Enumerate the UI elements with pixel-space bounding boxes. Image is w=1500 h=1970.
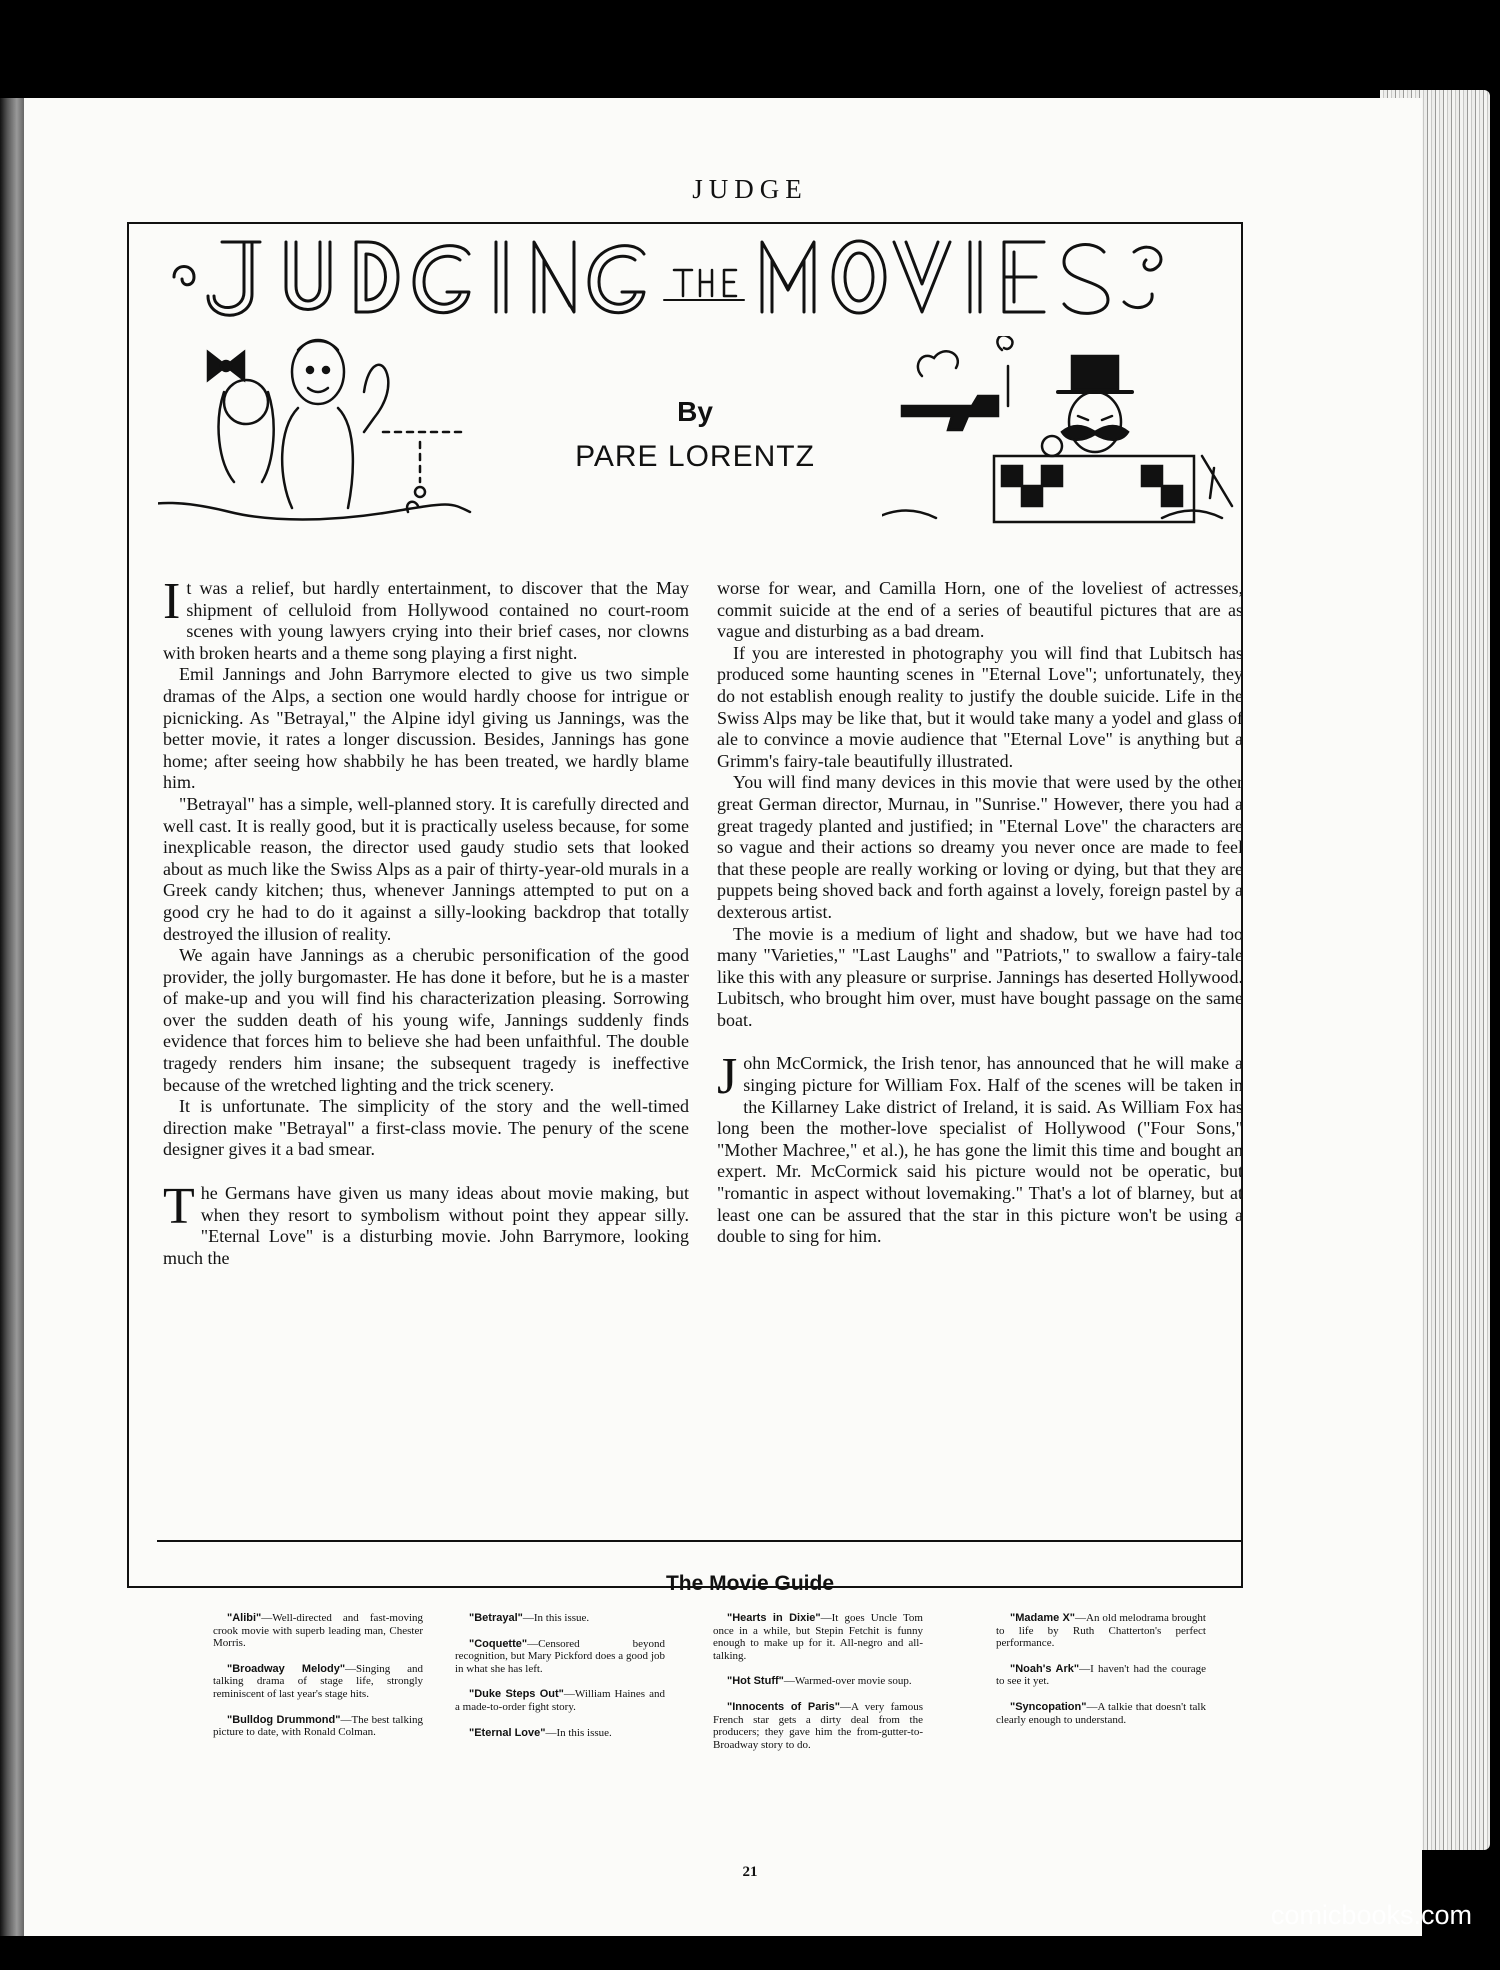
article-column-right (717, 578, 1243, 1248)
movie-guide-title: The Movie Guide (665, 1572, 835, 1595)
guide-entry: "Hearts in Dixie"—It goes Uncle Tom once in a while, but Stepin Fetchit is funny enough to make up for it. All-negro and all-talking. (713, 1612, 923, 1662)
guide-entry: "Noah's Ark"—I haven't had the courage to see it yet. (996, 1662, 1206, 1688)
guide-entry: "Innocents of Paris"—A very famous French star gets a dirty deal from the producers; they gave him the from-gutter-to-Broadway story to do. (713, 1700, 923, 1751)
book-spine (0, 98, 24, 1936)
page-number: 21 (742, 1864, 758, 1880)
guide-entry: "Duke Steps Out"—William Haines and a made-to-order fight story. (455, 1688, 665, 1713)
magazine-header: JUDGE (692, 174, 808, 204)
article-paragraph: John McCormick, the Irish tenor, has announced that he will make a singing picture for William Fox. Half of the scenes will be taken in the Killarney Lake district of Ireland, it is said. As William Fox has long been the mother-love specialist of Hollywood ("Four Sons," "Mother Machree," et al.), he has gone the limit this time and bought an expert. Mr. McCormick said his picture would not be operatic, but "romantic in aspect without lovemaking." That's a lot of blarney, but at least one can be assured that the star in this picture won't be using a double to sing for him. (717, 1048, 1243, 1247)
guide-entry: "Hot Stuff"—Warmed-over movie soup. (727, 1675, 912, 1688)
drop-cap: I (163, 573, 181, 630)
drop-cap: T (163, 1178, 195, 1236)
article-paragraph: "Betrayal" has a simple, well-planned story. It is carefully directed and well cast. It is really good, but it is practically useless because, for some inexplicable reason, the director used gaudy studio sets that looked about as much like the Swiss Alps as a pair of thirty-year-old murals in a Greek candy kitchen; thus, whenever Jannings attempted to put on a good cry he had to do it against a silly-looking backdrop that totally destroyed the illusion of reality. (163, 793, 689, 944)
article-paragraph: worse for wear, and Camilla Horn, one of the loveliest of actresses, commit suicide at the end of a series of beautiful pictures that are as vague and disturbing as a bad dream. (717, 578, 1243, 642)
guide-entry: "Coquette"—Censored beyond recognition, but Mary Pickford does a good job in what she has left. (455, 1637, 665, 1675)
guide-entry: "Eternal Love"—In this issue. (469, 1726, 612, 1739)
cartoon-villain-illustration (882, 336, 1242, 526)
article-column-left (163, 573, 689, 1269)
article-paragraph: You will find many devices in this movie that were used by the other great German director, Murnau, in "Sunrise." However, there you had a great tragedy planted and justified; in "Eternal Love" the characters are so vague and their actions so dreamy you never once are made to feel that these people are really working or loving or dying, but that they are puppets being shoved back and forth against a lovely, foreign pastel by a dexterous artist. (717, 772, 1243, 922)
guide-entry: "Bulldog Drummond"—The best talking picture to date, with Ronald Colman. (213, 1713, 423, 1739)
guide-column-2 (455, 1612, 665, 1752)
guide-entry: "Alibi"—Well-directed and fast-moving crook movie with superb leading man, Chester Morris. (213, 1612, 423, 1650)
guide-column-3 (713, 1612, 923, 1764)
byline-author: PARE LORENTZ (575, 440, 815, 473)
article-paragraph: It was a relief, but hardly entertainment, to discover that the May shipment of celluloid from Hollywood contained no court-room scenes with young lawyers crying into their brief cases, nor clowns with broken hearts and a theme song playing a first night. (163, 573, 689, 663)
drop-cap: J (717, 1048, 738, 1106)
title-logo (144, 232, 1254, 322)
article-paragraph: Emil Jannings and John Barrymore elected to give us two simple dramas of the Alps, a section one would hardly choose for intrigue or picnicking. As "Betrayal," the Alpine idyl giving us Jannings, was the better movie, it rates a longer discussion. Besides, Jannings has gone home; after seeing how shabbily he has been treated, we hardly blame him. (163, 664, 689, 793)
byline (530, 396, 860, 474)
article-paragraph: We again have Jannings as a cherubic personification of the good provider, the jolly burgomaster. He has done it before, but he is a master of make-up and you will find his characterization pleasing. Sorrowing over the sudden death of his young wife, Jannings suddenly finds evidence that forces him to believe she had been unfaithful. The double tragedy renders him insane; the subsequent tragedy is ineffective because of the wretched lighting and the trick scenery. (163, 945, 689, 1095)
guide-entry: "Syncopation"—A talkie that doesn't talk clearly enough to understand. (996, 1700, 1206, 1726)
cartoon-couple-illustration (158, 332, 508, 522)
article-paragraph: It is unfortunate. The simplicity of the story and the well-timed direction make "Betrayal" a first-class movie. The penury of the scene designer gives it a bad smear. (163, 1096, 689, 1160)
section-divider (157, 1540, 1243, 1542)
byline-by: By (677, 396, 713, 427)
article-paragraph: The Germans have given us many ideas about movie making, but when they resort to symbolism without point they appear silly. "Eternal Love" is a disturbing movie. John Barrymore, looking much the (163, 1178, 689, 1268)
article-paragraph: The movie is a medium of light and shadow, but we have had too many "Varieties," "Last Laughs" and "Patriots," to swallow a fairy-tale like this with any pleasure or surprise. Jannings has deserted Hollywood. Lubitsch, who brought him over, must have bought passage on the same boat. (717, 923, 1243, 1030)
watermark: comicbooks.com (1270, 1900, 1472, 1930)
guide-column-1 (213, 1612, 423, 1752)
guide-entry: "Betrayal"—In this issue. (469, 1612, 590, 1624)
guide-column-4 (996, 1612, 1206, 1739)
article-paragraph: If you are interested in photography you will find that Lubitsch has produced some haunting scenes in "Eternal Love"; unfortunately, they do not establish enough reality to justify the double suicide. Life in the Swiss Alps may be like that, but it would take many a yodel and glass of ale to convince a movie audience that "Eternal Love" is anything but a Grimm's fairy-tale beautifully illustrated. (717, 642, 1243, 771)
guide-entry: "Madame X"—An old melodrama brought to life by Ruth Chatterton's perfect performance. (996, 1612, 1206, 1650)
guide-entry: "Broadway Melody"—Singing and talking drama of stage life, strongly reminiscent of last year's stage hits. (213, 1662, 423, 1700)
